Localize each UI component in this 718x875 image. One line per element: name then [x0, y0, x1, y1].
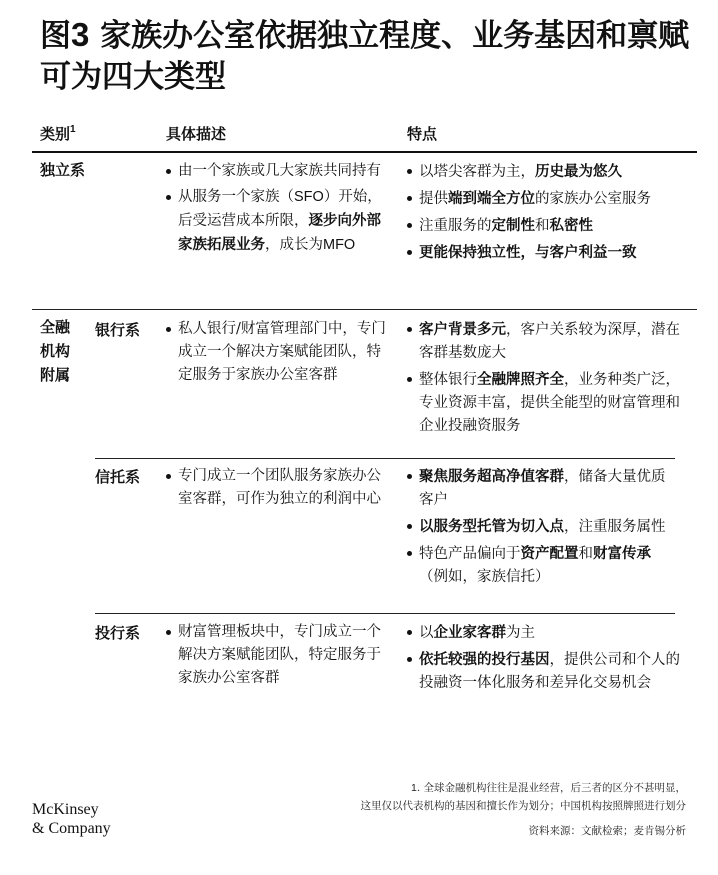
- mckinsey-logo: McKinsey & Company: [32, 801, 111, 837]
- body-text: ，注重服务属性: [564, 519, 666, 535]
- source-note: 资料来源：文献检索；麦肯锡分析: [528, 825, 686, 837]
- list-item: [407, 187, 685, 211]
- bold-text: 聚焦服务超高净值客群: [419, 468, 564, 485]
- list-item: [407, 465, 673, 512]
- footnote-line1: 全球金融机构往往是混业经营，后三者的区分不甚明显，: [423, 782, 686, 794]
- title-prefix: 图: [40, 18, 71, 54]
- body-text: 为主: [506, 625, 535, 641]
- list-trust-feat: [407, 465, 673, 592]
- header-features: 特点: [407, 125, 438, 143]
- list-item: [166, 160, 394, 183]
- list-item: [166, 318, 392, 387]
- label-independent: 独立系: [40, 161, 86, 179]
- list-item: [407, 515, 673, 539]
- footnote-line2: 这里仅以代表机构的基因和擅长作为划分；中国机构按照牌照进行划分: [360, 800, 686, 812]
- body-text: 的家族办公室服务: [535, 191, 651, 207]
- footnote-marker: 1: [70, 124, 76, 135]
- body-text: 注重服务的: [419, 218, 492, 234]
- list-item: [407, 648, 693, 695]
- body-text: 由一个家族或几大家族共同持有: [178, 163, 381, 179]
- list-item: [407, 318, 685, 365]
- row-divider: [32, 309, 697, 310]
- bold-text: 逐步向外部家族拓展业务: [178, 212, 381, 253]
- body-text: 以塔尖客群为主，: [419, 164, 535, 180]
- list-invest-desc: [166, 621, 392, 693]
- body-text: 专门成立一个团队服务家族办公室客群，可作为独立的利润中心: [178, 468, 381, 507]
- body-text: MFO: [323, 237, 356, 253]
- body-text: ，储备大量优质客户: [419, 469, 666, 508]
- header-category: 类别$^1$: [40, 124, 76, 143]
- body-text: 从服务一个家族（: [178, 189, 294, 205]
- list-item: [407, 621, 693, 645]
- list-item: [166, 621, 392, 690]
- label-trust: 信托系: [95, 468, 141, 486]
- header-rule: [32, 151, 697, 153]
- row-divider: [95, 613, 675, 614]
- body-text: 财富管理板块中，专门成立一个解决方案赋能团队，特定服务于家族办公室客群: [178, 624, 381, 686]
- bold-text: 企业家客群: [433, 624, 506, 641]
- bold-text: 全融牌照齐全: [477, 371, 564, 388]
- body-text: 和: [578, 546, 593, 562]
- bold-text: 财富传承: [593, 545, 651, 562]
- footnote-number: 1: [410, 782, 417, 794]
- label-financial-group: 全融机构附属: [40, 318, 71, 384]
- body-text: 和: [535, 218, 550, 234]
- list-bank-feat: [407, 318, 685, 441]
- list-item: [407, 241, 685, 265]
- list-item: [407, 214, 685, 238]
- bold-text: 定制性: [491, 217, 535, 234]
- label-invest: 投行系: [95, 624, 141, 642]
- list-independent-desc: [166, 160, 394, 260]
- row-divider: [95, 458, 675, 459]
- title-text: 家族办公室依据独立程度、业务基因和禀赋可为四大类型: [40, 18, 690, 95]
- label-bank: 银行系: [95, 321, 141, 339]
- body-text: ，提供公司和个人的投融资一体化服务和差异化交易机会: [419, 652, 680, 691]
- bold-text: 历史最为悠久: [535, 163, 622, 180]
- body-text: SFO: [294, 189, 324, 205]
- list-trust-desc: [166, 465, 392, 514]
- body-text: ，成长为: [265, 237, 323, 253]
- list-item: [407, 160, 685, 184]
- bold-text: 私密性: [549, 217, 593, 234]
- list-item: [166, 186, 394, 257]
- figure-number: 3: [71, 16, 90, 53]
- bold-text: 以服务型托管为切入点: [419, 518, 564, 535]
- list-independent-feat: [407, 160, 685, 268]
- header-description: 具体描述: [166, 125, 227, 143]
- bold-text: 依托较强的投行基因: [419, 651, 550, 668]
- body-text: 整体银行: [419, 372, 477, 388]
- body-text: 特色产品偏向于: [419, 546, 521, 562]
- body-text: （例如，家族信托）: [419, 569, 550, 585]
- list-item: [407, 368, 685, 438]
- bold-text: 端到端全方位: [448, 190, 535, 207]
- footnote: 1. 全球金融机构往往是混业经营，后三者的区分不甚明显， 这里仅以代表机构的基因和擅长作为划分；中国机构按照牌照进行划分: [206, 779, 686, 815]
- list-item: [407, 542, 673, 589]
- list-bank-desc: [166, 318, 392, 390]
- page-title: [40, 14, 700, 98]
- body-text: ）开始，后受运营成本所限，: [178, 189, 382, 229]
- body-text: 提供: [419, 191, 448, 207]
- body-text: 以: [419, 625, 434, 641]
- body-text: 私人银行/财富管理部门中，专门成立一个解决方案赋能团队，特定服务于家族办公室客群: [178, 321, 386, 383]
- bold-text: 客户背景多元: [419, 321, 506, 338]
- bold-text: 资产配置: [520, 545, 579, 562]
- body-text: ，业务种类广泛，专业资源丰富，提供全能型的财富管理和企业投融资服务: [419, 372, 680, 434]
- bold-text: 更能保持独立性，与客户利益一致: [419, 244, 637, 261]
- list-item: [166, 465, 392, 511]
- body-text: ，客户关系较为深厚，潜在客群基数庞大: [419, 322, 680, 361]
- list-invest-feat: [407, 621, 693, 698]
